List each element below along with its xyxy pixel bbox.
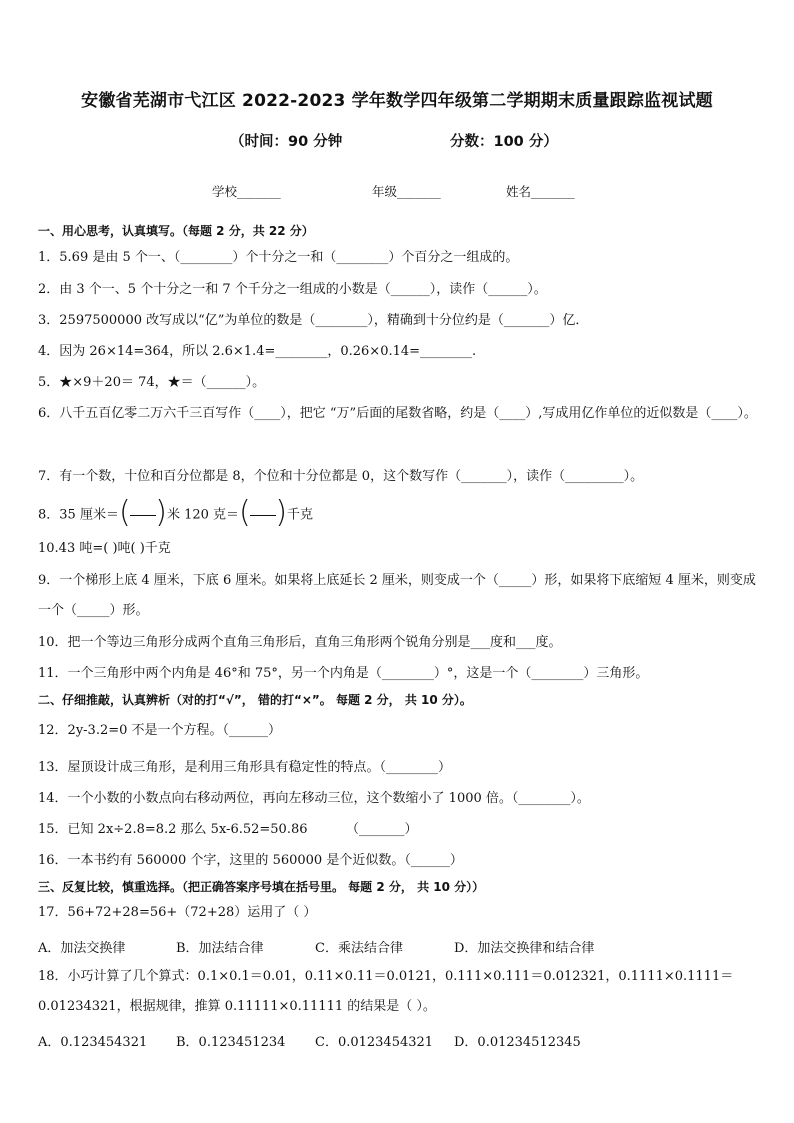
question-1: 1．5.69 是由 5 个一、（________）个十分之一和（________）个百分之一组成的。	[38, 250, 519, 265]
page-title: 安徽省芜湖市弋江区 2022-2023 学年数学四年级第二学期期末质量跟踪监视试题	[81, 91, 713, 111]
section-heading-2: 二、仔细推敲，认真辨析（对的打“√”， 错的打“×”。 每题 2 分， 共 10 分）。	[38, 693, 472, 707]
q17-option-b: B．加法结合律	[176, 941, 264, 956]
question-11: 11．一个三角形中两个内角是 46°和 75°，另一个内角是（________）°，这是一个（________）三角形。	[38, 666, 649, 681]
question-3: 3．2597500000 改写成以“亿”为单位的数是（________），精确到十分位约是（_______）亿．	[38, 313, 589, 328]
question-15	[38, 818, 758, 841]
q17-option-d: D．加法交换律和结合律	[454, 941, 595, 956]
exam-time: （时间：90 分钟	[230, 134, 343, 150]
name-field: 姓名_______	[506, 184, 575, 199]
q18-option-b: B．0.123451234	[176, 1035, 286, 1050]
question-8	[38, 495, 758, 530]
question-10: 10．把一个等边三角形分成两个直角三角形后，直角三角形两个锐角分别是___度和___度。	[38, 635, 562, 650]
q15-answer-blank: （_______）	[346, 822, 418, 837]
section-heading-1: 一、用心思考，认真填写。（每题 2 分，共 22 分）	[38, 224, 314, 238]
q8-part-b: 米 120 克＝	[166, 507, 240, 523]
q8-part-a: 8．35 厘米＝	[38, 507, 119, 523]
school-field: 学校_______	[212, 184, 281, 199]
question-17: 17．56+72+28=56+（72+28）运用了（ ）	[38, 905, 317, 920]
question-6: 6．八千五百亿零二万六千三百写作（____），把它 “万”后面的尾数省略，约是（____）,写成用亿作单位的近似数是（____）。	[38, 406, 757, 421]
q8-part-c: 千克	[287, 507, 314, 523]
q17-option-c: C．乘法结合律	[315, 941, 403, 956]
question-16: 16．一本书约有 560000 个字，这里的 560000 是个近似数。（______）	[38, 853, 463, 868]
fraction-blank: ( )	[239, 495, 288, 530]
question-5: 5．★×9＋20＝ 74，★＝（______）。	[38, 375, 266, 390]
q15-text: 15．已知 2x÷2.8=8.2 那么 5x-6.52=50.86	[38, 822, 308, 837]
question-4: 4．因为 26×14=364，所以 2.6×1.4=________，0.26×0.14=________.	[38, 344, 477, 359]
q18-option-a: A．0.123454321	[38, 1035, 148, 1050]
q18-option-d: D．0.01234512345	[454, 1035, 581, 1050]
question-7: 7．有一个数，十位和百分位都是 8，个位和十分位都是 0，这个数写作（_______），读作（_________）。	[38, 469, 644, 484]
fraction-blank: ( )	[118, 495, 167, 530]
question-9: 9．一个梯形上底 4 厘米，下底 6 厘米。如果将上底延长 2 厘米，则变成一个（_____）形，如果将下底缩短 4 厘米，则变成一个（_____）形。	[38, 573, 756, 618]
q18-option-c: C．0.0123454321	[315, 1035, 434, 1050]
question-8-line-2: 10.43 吨=( )吨( )千克	[38, 541, 171, 556]
grade-field: 年级_______	[372, 184, 441, 199]
question-18: 18．小巧计算了几个算式：0.1×0.1＝0.01，0.11×0.11＝0.0121，0.111×0.111＝0.012321，0.1111×0.1111＝0.01234321，根据规律，推算 0.11111×0.11111 的结果是（ ）。	[38, 969, 734, 1014]
question-14: 14．一个小数的小数点向右移动两位，再向左移动三位，这个数缩小了 1000 倍。（________）。	[38, 791, 590, 806]
q17-option-a: A．加法交换律	[38, 941, 126, 956]
section-heading-3: 三、反复比较，慎重选择。（把正确答案序号填在括号里。 每题 2 分， 共 10 分））	[38, 880, 485, 894]
exam-score: 分数：100 分）	[450, 134, 558, 150]
question-12: 12．2y-3.2=0 不是一个方程。（______）	[38, 723, 282, 738]
question-13: 13．屋顶设计成三角形，是利用三角形具有稳定性的特点。（________）	[38, 760, 452, 775]
question-2: 2．由 3 个一、5 个十分之一和 7 个千分之一组成的小数是（______），读作（______）。	[38, 282, 547, 297]
